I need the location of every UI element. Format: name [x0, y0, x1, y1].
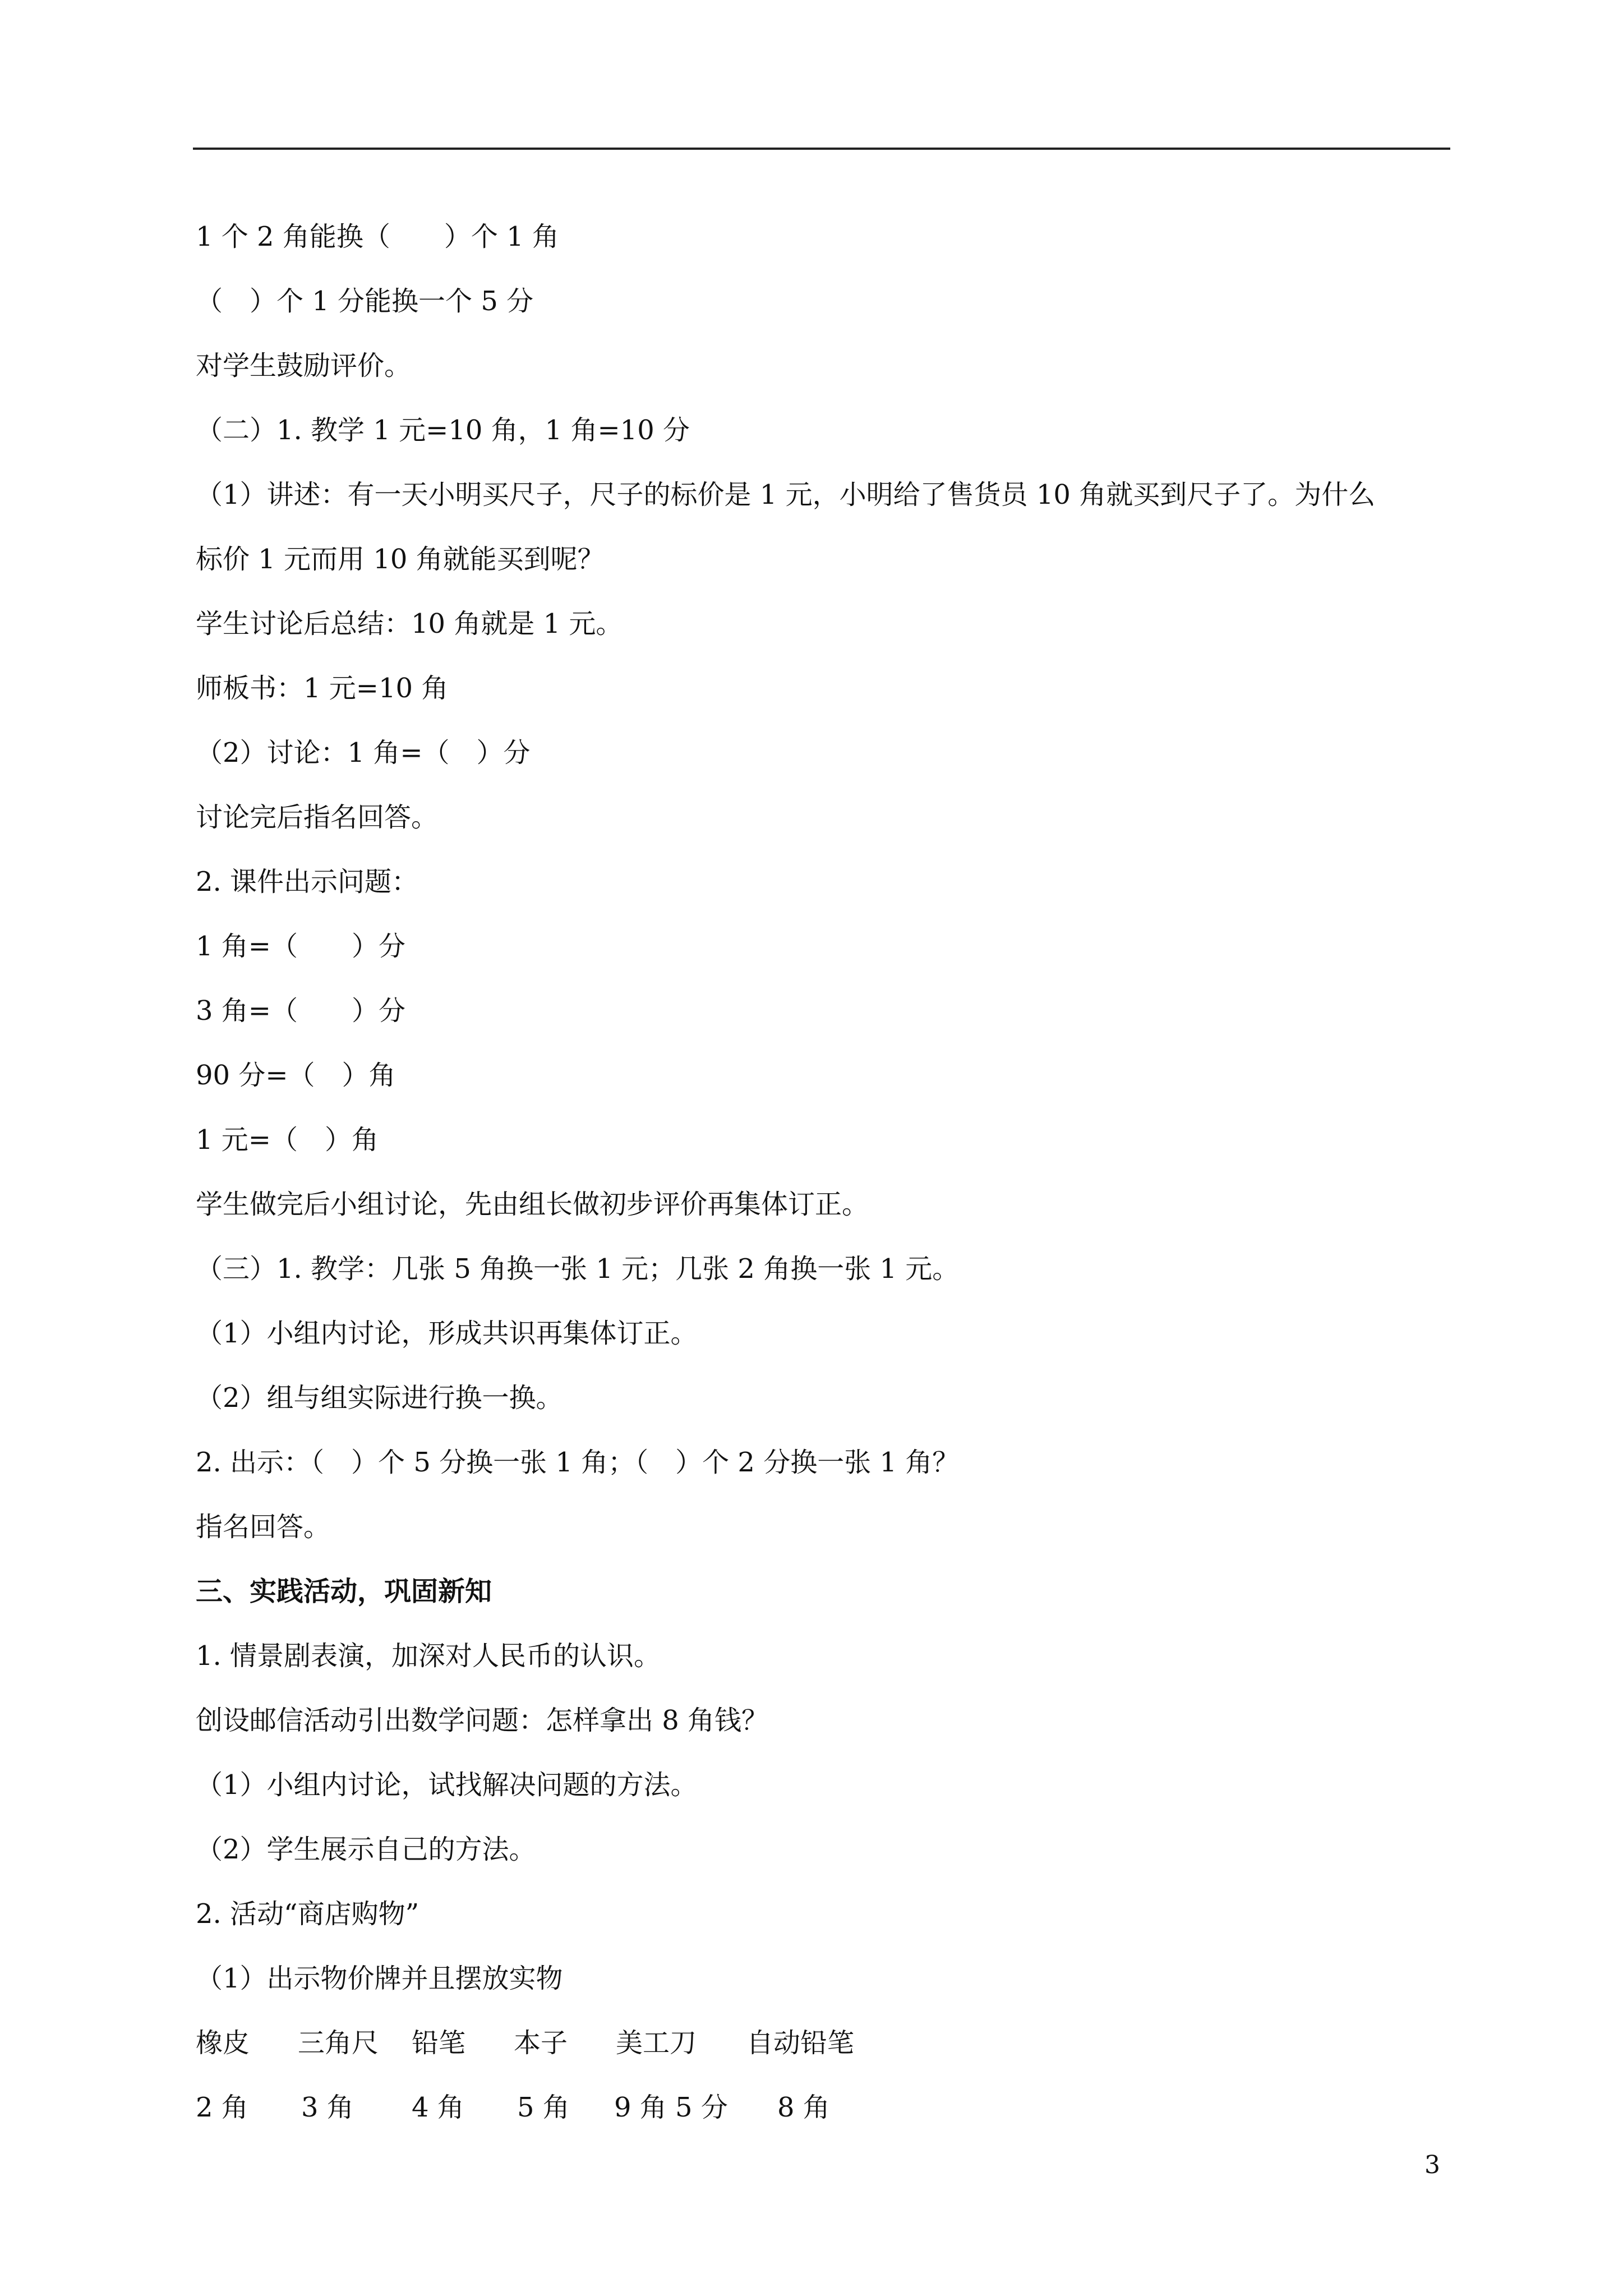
text-line: 90 分=（ ）角 — [196, 1060, 396, 1091]
text-line: 2. 课件出示问题： — [196, 866, 419, 898]
text-line: （1）小组内讨论，试找解决问题的方法。 — [196, 1769, 698, 1801]
item-prices-row — [196, 2076, 1450, 2140]
item-price: 5 角 — [517, 2092, 570, 2123]
text-line: （1）出示物价牌并且摆放实物 — [196, 1963, 563, 1994]
text-line: 学生做完后小组讨论，先由组长做初步评价再集体订正。 — [196, 1189, 869, 1220]
text-line: （1）小组内讨论，形成共识再集体订正。 — [196, 1318, 698, 1349]
item-name: 美工刀 — [616, 2027, 697, 2059]
item-price: 2 角 — [196, 2092, 248, 2123]
text-line: 师板书：1 元=10 角 — [196, 673, 449, 704]
text-line: 3 角=（ ）分 — [196, 995, 406, 1027]
item-price: 8 角 — [777, 2092, 830, 2123]
text-line: （2）讨论：1 角=（ ）分 — [196, 737, 531, 769]
item-price: 4 角 — [412, 2092, 464, 2123]
page-number: 3 — [1424, 2151, 1440, 2179]
document-body — [196, 205, 1450, 2140]
text-line: 标价 1 元而用 10 角就能买到呢？ — [196, 544, 605, 575]
item-name: 三角尺 — [298, 2027, 379, 2059]
item-name: 橡皮 — [196, 2027, 250, 2059]
item-names-row — [196, 2011, 1450, 2076]
section-heading: 三、实践活动，巩固新知 — [196, 1576, 492, 1607]
text-line: 学生讨论后总结：10 角就是 1 元。 — [196, 608, 623, 639]
text-line: （ ）个 1 分能换一个 5 分 — [196, 286, 534, 317]
text-line: 1 个 2 角能换（ ）个 1 角 — [196, 221, 559, 252]
text-line: 1 角=（ ）分 — [196, 931, 406, 962]
item-name: 本子 — [514, 2027, 568, 2059]
text-line: 1. 情景剧表演，加深对人民币的认识。 — [196, 1640, 661, 1672]
text-line: 1 元=（ ）角 — [196, 1124, 379, 1156]
text-line: （三）1. 教学：几张 5 角换一张 1 元；几张 2 角换一张 1 元。 — [196, 1253, 960, 1285]
text-line: （二）1. 教学 1 元=10 角，1 角=10 分 — [196, 415, 690, 446]
item-name: 铅笔 — [412, 2027, 466, 2059]
text-line: 对学生鼓励评价。 — [196, 350, 412, 381]
header-rule — [193, 148, 1450, 150]
item-name: 自动铅笔 — [746, 2027, 855, 2059]
text-line: 讨论完后指名回答。 — [196, 802, 439, 833]
text-line: （2）组与组实际进行换一换。 — [196, 1382, 563, 1414]
text-line: 2. 出示：（ ）个 5 分换一张 1 角；（ ）个 2 分换一张 1 角？ — [196, 1447, 960, 1478]
text-line: 指名回答。 — [196, 1511, 331, 1543]
text-line: （1）讲述：有一天小明买尺子，尺子的标价是 1 元，小明给了售货员 10 角就买到尺子了。为什么 — [196, 479, 1376, 510]
text-line: （2）学生展示自己的方法。 — [196, 1834, 536, 1865]
item-price: 3 角 — [301, 2092, 354, 2123]
text-line: 创设邮信活动引出数学问题：怎样拿出 8 角钱？ — [196, 1705, 769, 1736]
item-price: 9 角 5 分 — [614, 2092, 728, 2123]
text-line: 2. 活动“商店购物” — [196, 1898, 419, 1930]
